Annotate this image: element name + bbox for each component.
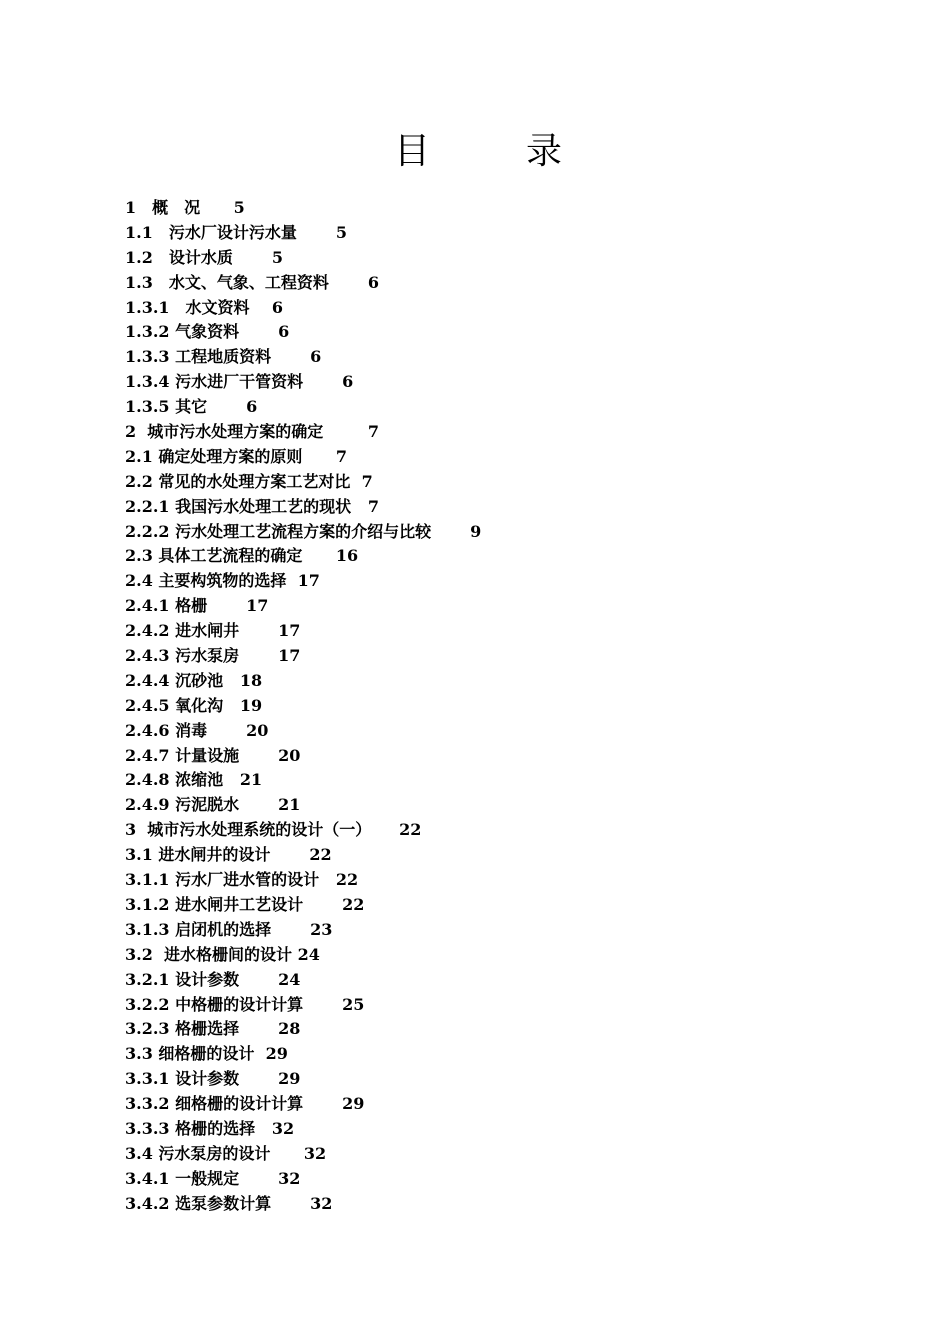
toc-entry[interactable] — [125, 1017, 825, 1042]
toc-entry-label: 2.4 主要构筑物的选择 — [125, 571, 287, 591]
toc-entry-label: 2.4.4 沉砂池 — [125, 670, 224, 690]
toc-entry-label: 2.1 确定处理方案的原则 — [125, 446, 303, 466]
toc-entry[interactable] — [125, 1167, 825, 1192]
toc-entry-gap — [303, 895, 342, 914]
toc-entry-gap — [207, 397, 246, 416]
toc-entry[interactable] — [125, 420, 825, 445]
toc-entry[interactable] — [125, 1067, 825, 1092]
toc-entry-page-number: 6 — [310, 347, 322, 367]
toc-entry-gap — [239, 646, 278, 665]
toc-entry[interactable] — [125, 768, 825, 793]
toc-entry-label: 1.3.3 工程地质资料 — [125, 347, 272, 367]
toc-entry[interactable] — [125, 918, 825, 943]
toc-entry-label: 3.2.3 格栅选择 — [125, 1019, 240, 1039]
toc-entry-gap — [239, 970, 278, 989]
toc-entry-label: 2.4.2 进水闸井 — [125, 621, 240, 641]
toc-entry-gap — [286, 571, 297, 590]
toc-entry-page-number: 7 — [367, 422, 379, 442]
toc-entry-gap — [302, 447, 335, 466]
toc-entry-page-number: 18 — [239, 670, 263, 690]
toc-entry-page-number: 6 — [271, 297, 283, 317]
toc-entry-label: 2.2.2 污水处理工艺流程方案的介绍与比较 — [125, 521, 432, 541]
toc-entry[interactable] — [125, 644, 825, 669]
toc-entry[interactable] — [125, 221, 825, 246]
toc-entry-page-number: 29 — [342, 1094, 365, 1114]
toc-entry-gap — [233, 248, 272, 267]
toc-entry[interactable] — [125, 345, 825, 370]
toc-entry-gap — [350, 472, 361, 491]
toc-entry-page-number: 20 — [278, 745, 301, 765]
toc-entry-label: 1.3.1 水文资料 — [125, 297, 250, 317]
toc-entry-gap — [319, 870, 336, 889]
toc-entry-page-number: 17 — [297, 571, 320, 591]
toc-entry-label: 3 城市污水处理系统的设计（一） — [125, 820, 372, 840]
toc-entry[interactable] — [125, 320, 825, 345]
toc-entry-label: 1 概 况 — [125, 198, 201, 217]
toc-entry-page-number: 32 — [303, 1143, 327, 1163]
toc-entry-page-number: 21 — [278, 795, 301, 815]
toc-entry-page-number: 9 — [470, 521, 482, 541]
toc-entry-page-number: 5 — [271, 247, 283, 267]
toc-entry-gap — [270, 845, 309, 864]
toc-entry[interactable] — [125, 1117, 825, 1142]
toc-entry-page-number: 6 — [278, 322, 290, 342]
toc-entry[interactable] — [125, 843, 825, 868]
toc-entry-gap — [254, 1044, 265, 1063]
toc-entry-page-number: 16 — [335, 546, 359, 566]
toc-entry[interactable] — [125, 544, 825, 569]
toc-entry[interactable] — [125, 594, 825, 619]
toc-entry-gap — [239, 322, 278, 341]
toc-entry-page-number: 28 — [278, 1019, 301, 1039]
toc-entry-label: 2.4.8 浓缩池 — [125, 770, 224, 790]
toc-entry-label: 3.4.2 选泵参数计算 — [125, 1193, 272, 1213]
toc-entry[interactable] — [125, 744, 825, 769]
toc-entry-page-number: 21 — [239, 770, 263, 790]
toc-entry[interactable] — [125, 1092, 825, 1117]
toc-entry-gap — [303, 995, 342, 1014]
toc-entry-gap — [329, 273, 368, 292]
toc-entry-page-number: 32 — [278, 1168, 301, 1188]
toc-entry[interactable] — [125, 495, 825, 520]
toc-entry-gap — [271, 1194, 310, 1213]
toc-entry-page-number: 7 — [361, 471, 373, 491]
toc-entry[interactable] — [125, 893, 825, 918]
toc-entry-gap — [302, 546, 335, 565]
toc-entry-label: 1.2 设计水质 — [125, 247, 233, 267]
toc-entry-page-number: 6 — [342, 372, 354, 392]
toc-entry-label: 3.3 细格栅的设计 — [125, 1044, 255, 1064]
toc-entry-page-number: 29 — [265, 1044, 288, 1064]
toc-entry[interactable] — [125, 395, 825, 420]
toc-entry-label: 3.1.3 启闭机的选择 — [125, 919, 272, 939]
toc-entry-gap — [255, 1119, 272, 1138]
toc-entry-gap — [239, 1019, 278, 1038]
toc-entry-label: 2.3 具体工艺流程的确定 — [125, 546, 303, 566]
toc-entry-gap — [431, 522, 470, 541]
toc-entry-label: 3.2.2 中格栅的设计计算 — [125, 994, 304, 1014]
toc-entry[interactable] — [125, 669, 825, 694]
toc-entry-page-number: 6 — [367, 272, 379, 292]
toc-entry-label: 3.4 污水泵房的设计 — [125, 1143, 271, 1163]
toc-entry-label: 3.2.1 设计参数 — [125, 969, 240, 989]
toc-entry-label: 3.2 进水格栅间的设计 — [125, 944, 292, 964]
toc-entry[interactable] — [125, 196, 825, 221]
toc-entry-gap — [250, 298, 272, 317]
toc-entry[interactable] — [125, 943, 825, 968]
toc-entry-gap — [303, 372, 342, 391]
toc-entry-page-number: 22 — [335, 870, 359, 890]
toc-entry-gap — [271, 920, 310, 939]
toc-entry-page-number: 5 — [335, 222, 347, 242]
toc-entry[interactable] — [125, 520, 825, 545]
toc-entry-page-number: 22 — [342, 894, 365, 914]
toc-entry-page-number: 17 — [278, 621, 301, 641]
toc-entry-page-number: 32 — [310, 1193, 333, 1213]
toc-entry-page-number: 20 — [246, 720, 269, 740]
toc-entry-label: 1.3.5 其它 — [125, 397, 208, 417]
toc-entry-label: 2.4.3 污水泵房 — [125, 646, 240, 666]
toc-entry[interactable] — [125, 818, 825, 843]
toc-entry-label: 2.4.6 消毒 — [125, 720, 208, 740]
toc-entry-gap — [297, 223, 336, 242]
toc-entry-page-number: 17 — [246, 596, 269, 616]
toc-entry-label: 2 城市污水处理方案的确定 — [125, 422, 324, 442]
toc-entry-page-number: 17 — [278, 646, 301, 666]
toc-entry-label: 2.4.9 污泥脱水 — [125, 795, 240, 815]
toc-entry-label: 3.3.2 细格栅的设计计算 — [125, 1094, 304, 1114]
toc-entry-label: 1.3.2 气象资料 — [125, 322, 240, 342]
toc-entry-label: 1.3 水文、气象、工程资料 — [125, 272, 329, 292]
toc-entry-gap — [207, 721, 246, 740]
toc-entry-label: 3.4.1 一般规定 — [125, 1168, 240, 1188]
toc-entry-label: 1.3.4 污水进厂干管资料 — [125, 372, 304, 392]
toc-entry-gap — [271, 347, 310, 366]
toc-entry-page-number: 5 — [233, 198, 245, 217]
toc-entry-label: 2.2.1 我国污水处理工艺的现状 — [125, 496, 352, 516]
toc-entry-label: 2.2 常见的水处理方案工艺对比 — [125, 471, 351, 491]
toc-entry-label: 3.3.1 设计参数 — [125, 1069, 240, 1089]
toc-entry-gap — [303, 1094, 342, 1113]
toc-entry-page-number: 19 — [239, 695, 263, 715]
toc-entry[interactable] — [125, 569, 825, 594]
toc-entry-label: 2.4.7 计量设施 — [125, 745, 240, 765]
toc-entry[interactable] — [125, 793, 825, 818]
toc-entry[interactable] — [125, 619, 825, 644]
toc-title: 目 录 — [393, 131, 592, 172]
toc-entry-label: 3.1 进水闸井的设计 — [125, 845, 271, 865]
toc-entry-gap — [223, 671, 240, 690]
toc-entry-label: 1.1 污水厂设计污水量 — [125, 222, 297, 242]
toc-entry-page-number: 23 — [310, 919, 333, 939]
toc-entry-page-number: 24 — [278, 969, 301, 989]
toc-entry-page-number: 7 — [367, 496, 379, 516]
toc-entry-page-number: 6 — [246, 397, 258, 417]
toc-entry[interactable] — [125, 694, 825, 719]
toc-entry-page-number: 24 — [297, 944, 320, 964]
toc-entry-gap — [200, 198, 233, 217]
toc-entry[interactable] — [125, 868, 825, 893]
toc-entry[interactable] — [125, 445, 825, 470]
toc-entry-gap — [351, 497, 368, 516]
toc-entry[interactable] — [125, 968, 825, 993]
toc-entry[interactable] — [125, 1042, 825, 1067]
toc-entry[interactable] — [125, 271, 825, 296]
toc-entry-label: 2.4.5 氧化沟 — [125, 695, 224, 715]
toc-entry[interactable] — [125, 246, 825, 271]
toc-entry[interactable] — [125, 1192, 825, 1217]
toc-entry[interactable] — [125, 993, 825, 1018]
toc-entry[interactable] — [125, 719, 825, 744]
toc-entry-page-number: 7 — [335, 446, 347, 466]
toc-entry-gap — [270, 1144, 303, 1163]
toc-entry-gap — [207, 596, 246, 615]
toc-entry-gap — [223, 696, 240, 715]
toc-entry-gap — [323, 422, 368, 441]
table-of-contents — [125, 196, 825, 1217]
toc-entry-page-number: 22 — [399, 820, 422, 840]
toc-entry-gap — [223, 770, 240, 789]
toc-entry-label: 3.1.1 污水厂进水管的设计 — [125, 870, 320, 890]
toc-entry[interactable] — [125, 296, 825, 321]
toc-entry-gap — [239, 621, 278, 640]
toc-entry[interactable] — [125, 1142, 825, 1167]
toc-entry-page-number: 22 — [309, 845, 332, 865]
toc-entry-label: 3.3.3 格栅的选择 — [125, 1118, 256, 1138]
toc-entry-gap — [371, 820, 399, 839]
toc-entry-page-number: 29 — [278, 1069, 301, 1089]
toc-entry-gap — [239, 746, 278, 765]
toc-entry[interactable] — [125, 370, 825, 395]
toc-entry-page-number: 25 — [342, 994, 365, 1014]
toc-entry-gap — [239, 795, 278, 814]
toc-entry-gap — [239, 1169, 278, 1188]
toc-entry-gap — [239, 1069, 278, 1088]
toc-entry[interactable] — [125, 470, 825, 495]
toc-entry-label: 2.4.1 格栅 — [125, 596, 208, 616]
toc-entry-page-number: 32 — [271, 1118, 295, 1138]
toc-entry-label: 3.1.2 进水闸井工艺设计 — [125, 894, 304, 914]
